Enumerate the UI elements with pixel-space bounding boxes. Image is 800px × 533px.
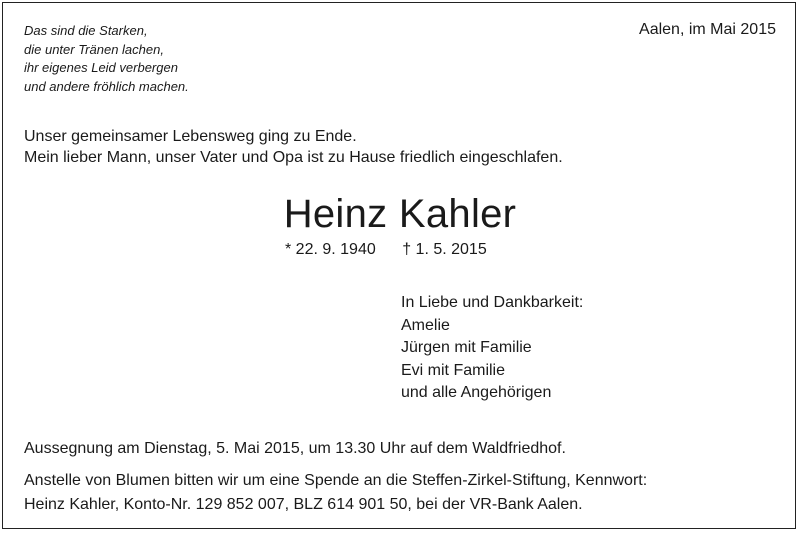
birth-date: * 22. 9. 1940: [285, 241, 376, 258]
mourner-name: Amelie: [401, 316, 450, 334]
death-date: † 1. 5. 2015: [402, 241, 487, 258]
mourner-name: und alle Angehörigen: [401, 384, 552, 401]
life-dates: [285, 240, 487, 260]
mourner-name: Jürgen mit Familie: [401, 339, 532, 356]
poem-line: die unter Tränen lachen,: [24, 41, 164, 57]
donation-line: Heinz Kahler, Konto-Nr. 129 852 007, BLZ 614 901 50, bei der VR-Bank Aalen.: [24, 496, 583, 513]
poem-line: Das sind die Starken,: [24, 23, 148, 38]
place-and-date: Aalen, im Mai 2015: [639, 21, 776, 38]
intro-line: Mein lieber Mann, unser Vater und Opa ist zu Hause friedlich eingeschlafen.: [24, 149, 563, 166]
intro-line: Unser gemeinsamer Lebensweg ging zu Ende.: [24, 128, 357, 145]
mourners-list: [401, 292, 583, 405]
poem-line: ihr eigenes Leid verbergen: [24, 60, 178, 75]
poem: [24, 22, 189, 96]
mourner-name: Evi mit Familie: [401, 361, 506, 379]
funeral-service-notice: Aussegnung am Dienstag, 5. Mai 2015, um 13.30 Uhr auf dem Waldfriedhof.: [24, 440, 566, 457]
deceased-name: Heinz Kahler: [283, 192, 517, 236]
donation-notice: [24, 469, 647, 517]
mourners-heading: In Liebe und Dankbarkeit:: [401, 294, 584, 311]
donation-line: Anstelle von Blumen bitten wir um eine Spende an die Steffen-Zirkel-Stiftung, Kennwort:: [24, 472, 648, 489]
poem-line: und andere fröhlich machen.: [24, 78, 189, 94]
intro-text: [24, 126, 563, 168]
